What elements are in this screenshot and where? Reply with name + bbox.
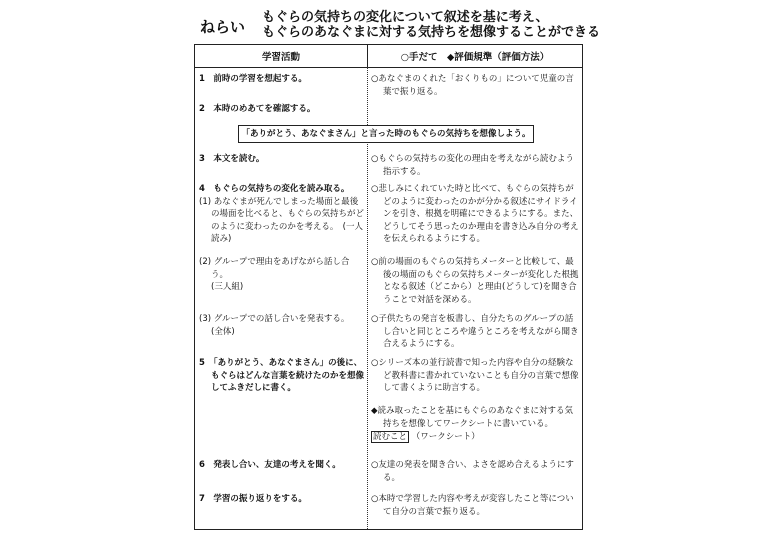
activity-3: 3 本文を読む。 [199,154,265,164]
activity-4 [199,183,365,246]
activity-4-sub-1: (1) あなぐまが死んでしまった場面と最後の場面を比べると、もぐらの気持ちがどのように変わったのかを考える。 (一人読み) [199,196,365,244]
method-6: ○友達の発表を聞き合い、よさを認め合えるようにする。 [371,460,574,483]
header-learning-activities: 学習活動 [261,52,300,63]
method-5: ○シリーズ本の並行読書で知った内容や自分の経験など教科書に書かれていないことも自分の言葉で想像して書くように助言する。 [371,358,579,393]
activity-2: 2 本時のめあてを確認する。 [199,104,316,114]
column-divider-header [367,45,368,67]
whole-class-note: (全体) [211,326,235,337]
aim-line-1: もぐらの気持ちの変化について叙述を基に考え、 [262,10,549,25]
method-7: ○本時で学習した内容や考えが変容したこと等について自分の言葉で振り返る。 [371,494,574,517]
aim-label: ねらい [200,18,246,36]
activity-1: 1 前時の学習を想起する。 [199,74,307,84]
method-4-3: ○子供たちの発言を板書し、自分たちのグループの話し合いと同じところや違うところを考えながら聞き合えるようにする。 [371,314,579,349]
group-note: (三人組) [211,282,244,292]
evaluation-method-5 [371,431,579,444]
reading-tag: 読むこと [373,432,408,442]
lesson-aim [0,10,780,44]
activity-4-title: 4 もぐらの気持ちの変化を読み取る。 [199,184,350,194]
aim-text [262,10,600,40]
evaluation-5: ◆読み取ったことを基にもぐらのあなぐまに対する気持ちを想像してワークシートに書いている。 [371,406,574,429]
lesson-plan-table [194,44,583,530]
activity-6: 6 発表し合い、友達の考えを聞く。 [199,460,341,470]
method-4: ○悲しみにくれていた時と比べて、もぐらの気持ちがどのように変わったのかが分かる叙述にサイドラインを引き、根拠を明確にできるようにする。また、どうしてそう思ったのか理由を書き込み自分の考えを伝えられるようにする。 [371,184,579,244]
method-4-2: ○前の場面のもぐらの気持ちメーターと比較して、最後の場面のもぐらの気持ちメーターが変化した根拠となる叙述（どこから）と理由(どうして)を聞き合うことで対話を深める。 [371,257,579,305]
activity-5: 5 「ありがとう、あなぐまさん」の後に、もぐらはどんな言葉を続けたのかを想像してふきだしに書く。 [199,358,365,393]
method-1: ○あなぐまのくれた「おくりもの」について児童の言葉で振り返る。 [371,74,574,97]
worksheet-label: （ワークシート） [411,432,480,442]
activity-7: 7 学習の振り返りをする。 [199,494,307,504]
activity-4-sub-2: (2) グループで理由をあげながら話し合う。 (三人組) [199,257,350,292]
header-methods-evaluation: ○手だて ◆評価規準（評価方法） [400,52,550,63]
activity-4-sub-3: (3) グループでの話し合いを発表する。 (全体) [199,314,350,337]
table-header [195,45,582,68]
aim-line-2: もぐらのあなぐまに対する気持ちを想像することができる [262,25,601,40]
method-3: ○もぐらの気持ちの変化の理由を考えながら読むよう指示する。 [371,154,574,177]
lesson-goal-box: 「ありがとう、あなぐまさん」と言った時のもぐらの気持ちを想像しよう。 [238,125,534,143]
